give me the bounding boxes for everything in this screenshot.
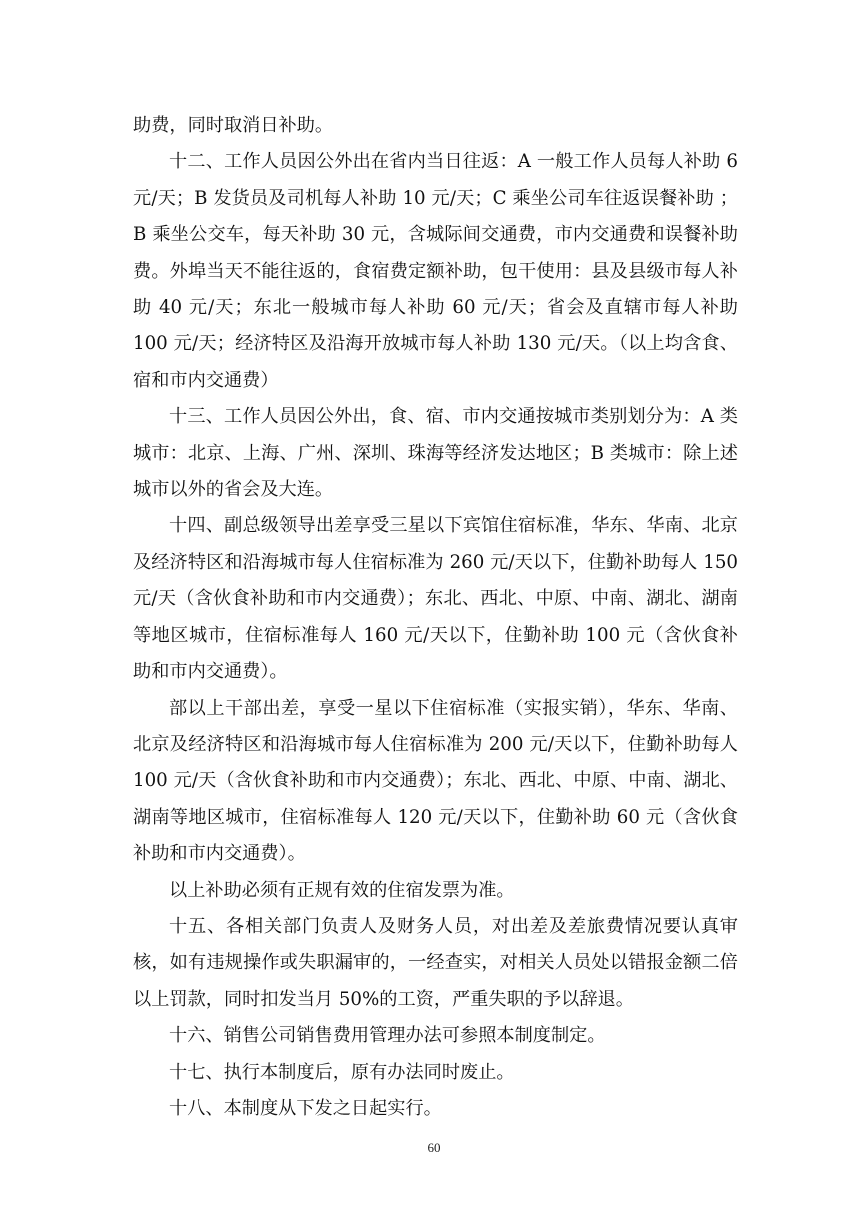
paragraph-invoice-note: 以上补助必须有正规有效的住宿发票为准。 — [169, 879, 515, 901]
paragraph-article-17: 十七、执行本制度后，原有办法同时废止。 — [169, 1061, 515, 1083]
document-body — [133, 108, 738, 1127]
paragraph-article-12: 十二、工作人员因公外出在省内当日往返：A 一般工作人员每人补助 6 元/天；B 发货员及司机每人补助 10 元/天；C 乘坐公司车往返误餐补助 ；B 乘坐公交车，每天补助 30 元，含城际间交通费，市内交通费和误餐补助费。外埠当天不能往返的，食宿费定额补助，包干使用：县及县级市每人补助 40 元/天；东北一般城市每人补助 60 元/天；省会及直辖市每人补助 100 元/天；经济特区及沿海开放城市每人补助 130 元/天。（以上均含食、宿和市内交通费） — [133, 151, 738, 391]
paragraph-article-13: 十三、工作人员因公外出，食、宿、市内交通按城市类别划分为：A 类城市：北京、上海、广州、深圳、珠海等经济发达地区；B 类城市：除上述城市以外的省会及大连。 — [133, 406, 738, 501]
paragraph-article-14: 十四、副总级领导出差享受三星以下宾馆住宿标准，华东、华南、北京及经济特区和沿海城市每人住宿标准为 260 元/天以下，住勤补助每人 150 元/天（含伙食补助和市内交通费）；东北、西北、中原、中南、湖北、湖南等地区城市，住宿标准每人 160 元/天以下，住勤补助 100 元（含伙食补助和市内交通费）。 — [133, 515, 738, 683]
paragraph-article-15: 十五、各相关部门负责人及财务人员，对出差及差旅费情况要认真审核，如有违规操作或失职漏审的，一经查实，对相关人员处以错报金额二倍以上罚款，同时扣发当月 50%的工资，严重失职的予以辞退。 — [133, 915, 738, 1010]
paragraph-department-level: 部以上干部出差，享受一星以下住宿标准（实报实销），华东、华南、北京及经济特区和沿海城市每人住宿标准为 200 元/天以下，住勤补助每人 100 元/天（含伙食补助和市内交通费）；东北、西北、中原、中南、湖北、湖南等地区城市，住宿标准每人 120 元/天以下，住勤补助 60 元（含伙食补助和市内交通费）。 — [133, 697, 738, 865]
paragraph-article-18: 十八、本制度从下发之日起实行。 — [169, 1097, 442, 1119]
paragraph-continuation: 助费，同时取消日补助。 — [133, 115, 334, 136]
page-number: 60 — [427, 1140, 441, 1155]
paragraph-article-16: 十六、销售公司销售费用管理办法可参照本制度制定。 — [169, 1025, 606, 1047]
